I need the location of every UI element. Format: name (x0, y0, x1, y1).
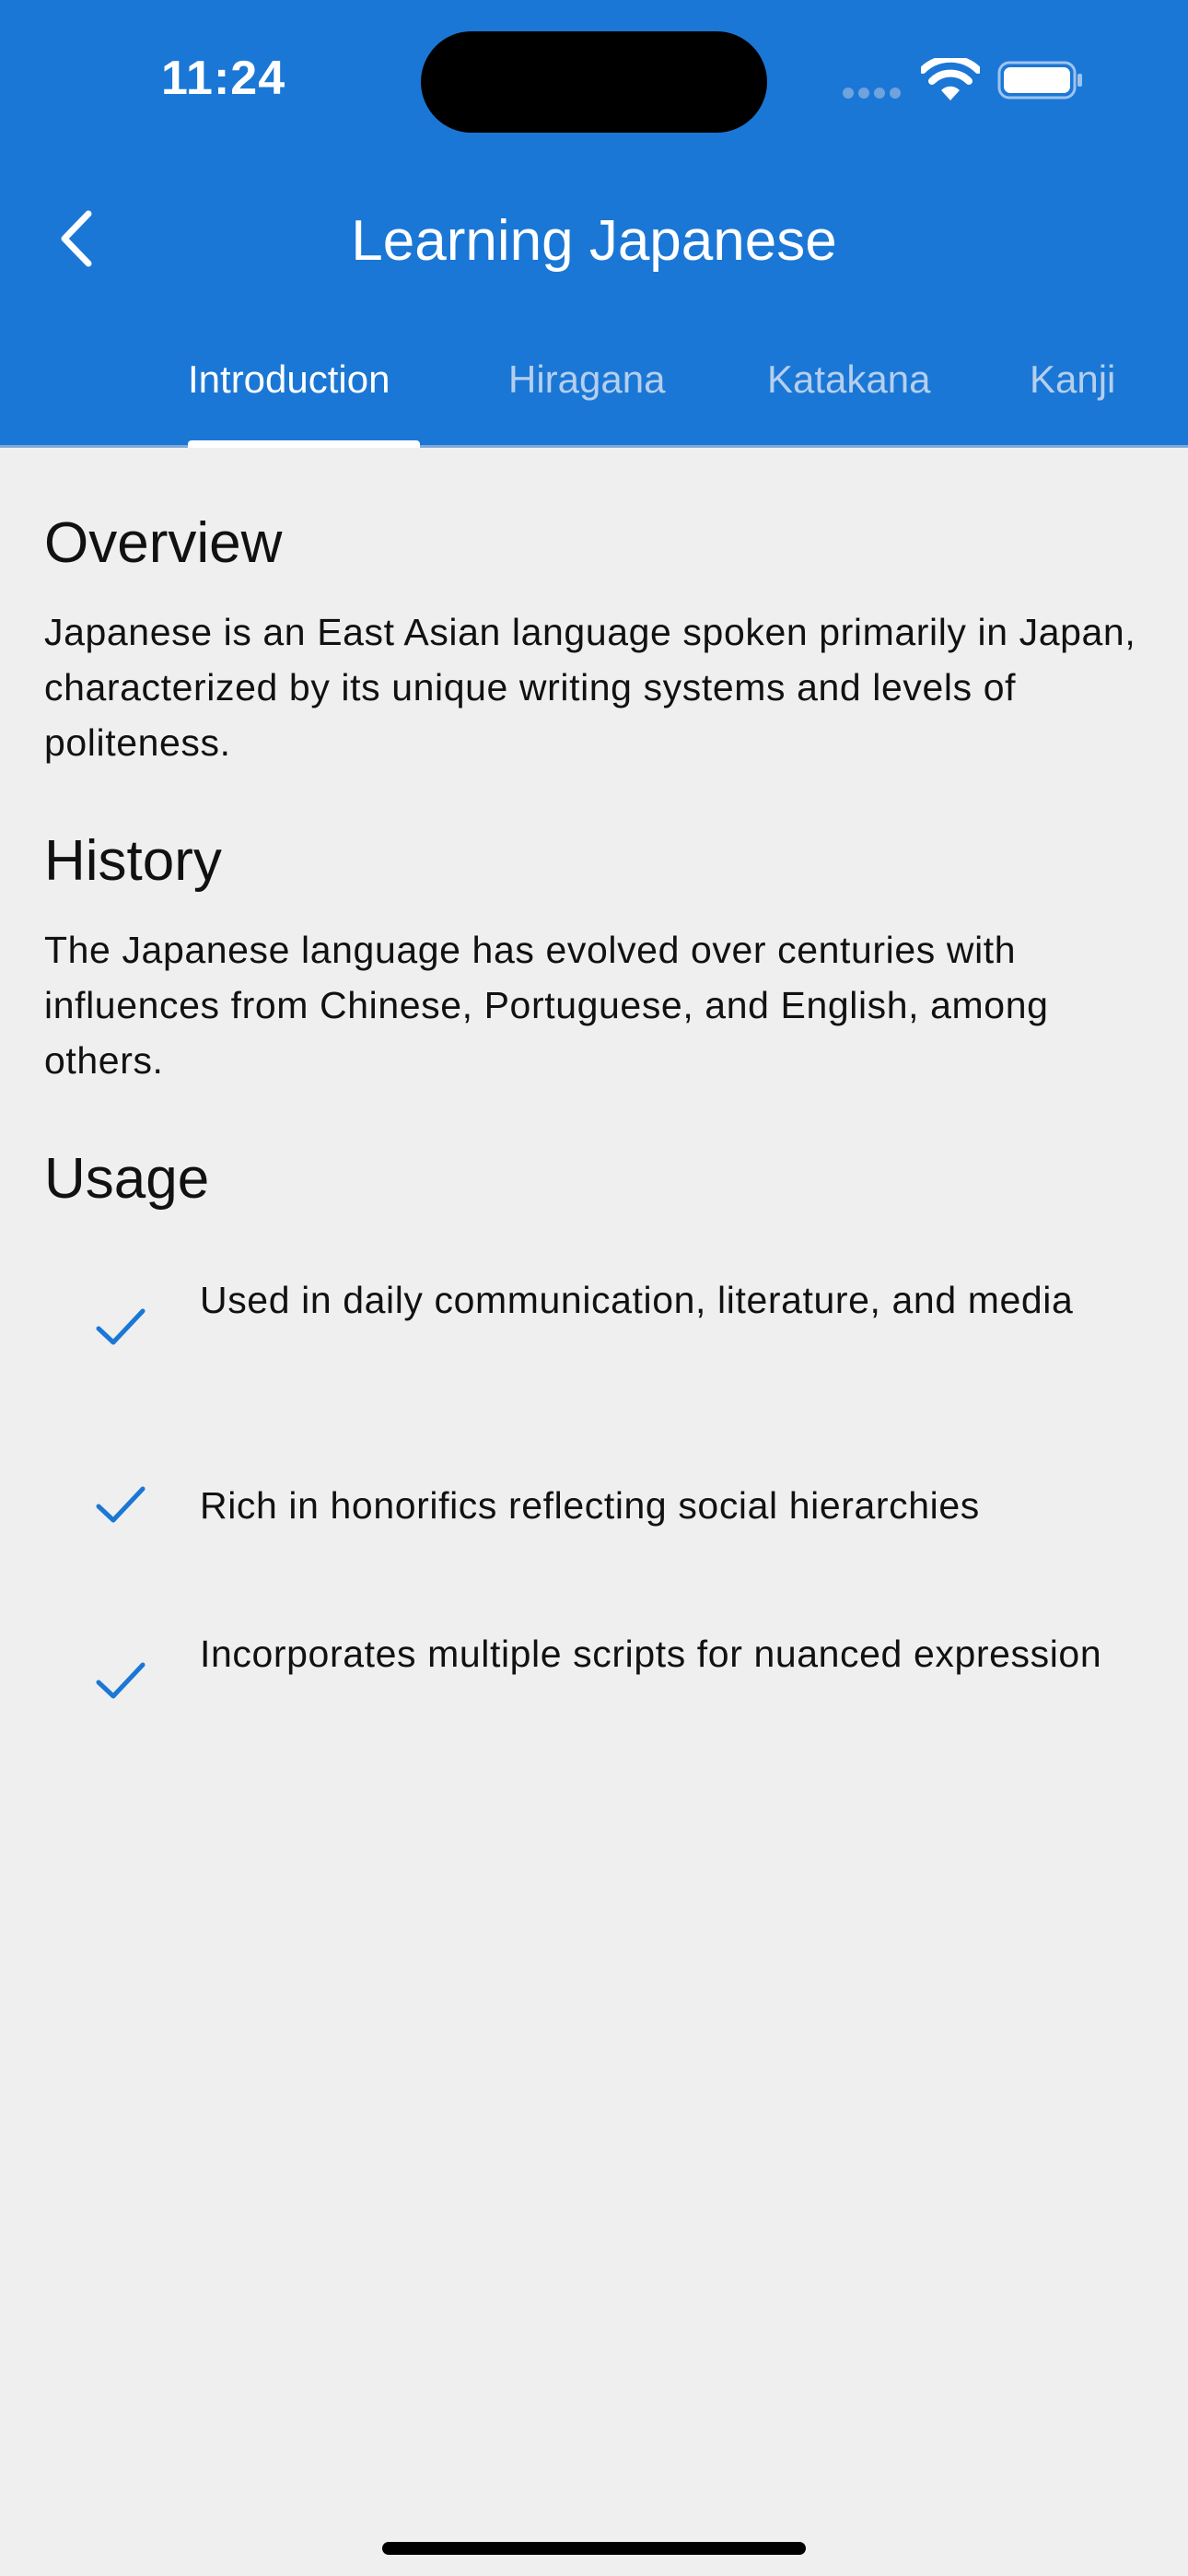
active-tab-indicator (188, 440, 420, 448)
app-header (0, 0, 1188, 448)
tab-kanji[interactable]: Kanji (1030, 357, 1116, 401)
overview-heading: Overview (44, 511, 283, 575)
home-indicator[interactable] (382, 2542, 806, 2555)
dynamic-island (421, 31, 767, 133)
tab-introduction[interactable]: Introduction (188, 357, 390, 401)
history-text: The Japanese language has evolved over centuries with influences from Chinese, Portuguese, and English, among others. (44, 929, 1049, 1082)
usage-heading: Usage (44, 1147, 210, 1211)
tab-katakana[interactable]: Katakana (767, 357, 931, 401)
signal-icon (843, 87, 905, 98)
overview-text: Japanese is an East Asian language spoken primarily in Japan, characterized by its unique writing systems and levels of politeness. (44, 611, 1136, 764)
history-heading: History (44, 829, 222, 893)
check-icon (95, 1306, 146, 1347)
page-title: Learning Japanese (351, 209, 837, 273)
usage-item-text: Rich in honorifics reflecting social hierarchies (200, 1484, 980, 1527)
usage-item-text: Incorporates multiple scripts for nuanced expression (200, 1633, 1102, 1675)
tab-hiragana[interactable]: Hiragana (508, 357, 666, 401)
usage-item-text: Used in daily communication, literature, and media (200, 1279, 1074, 1321)
battery-icon (997, 61, 1084, 100)
check-icon (95, 1484, 146, 1525)
check-icon (95, 1660, 146, 1701)
wifi-icon (921, 58, 980, 100)
status-time: 11:24 (161, 52, 286, 105)
